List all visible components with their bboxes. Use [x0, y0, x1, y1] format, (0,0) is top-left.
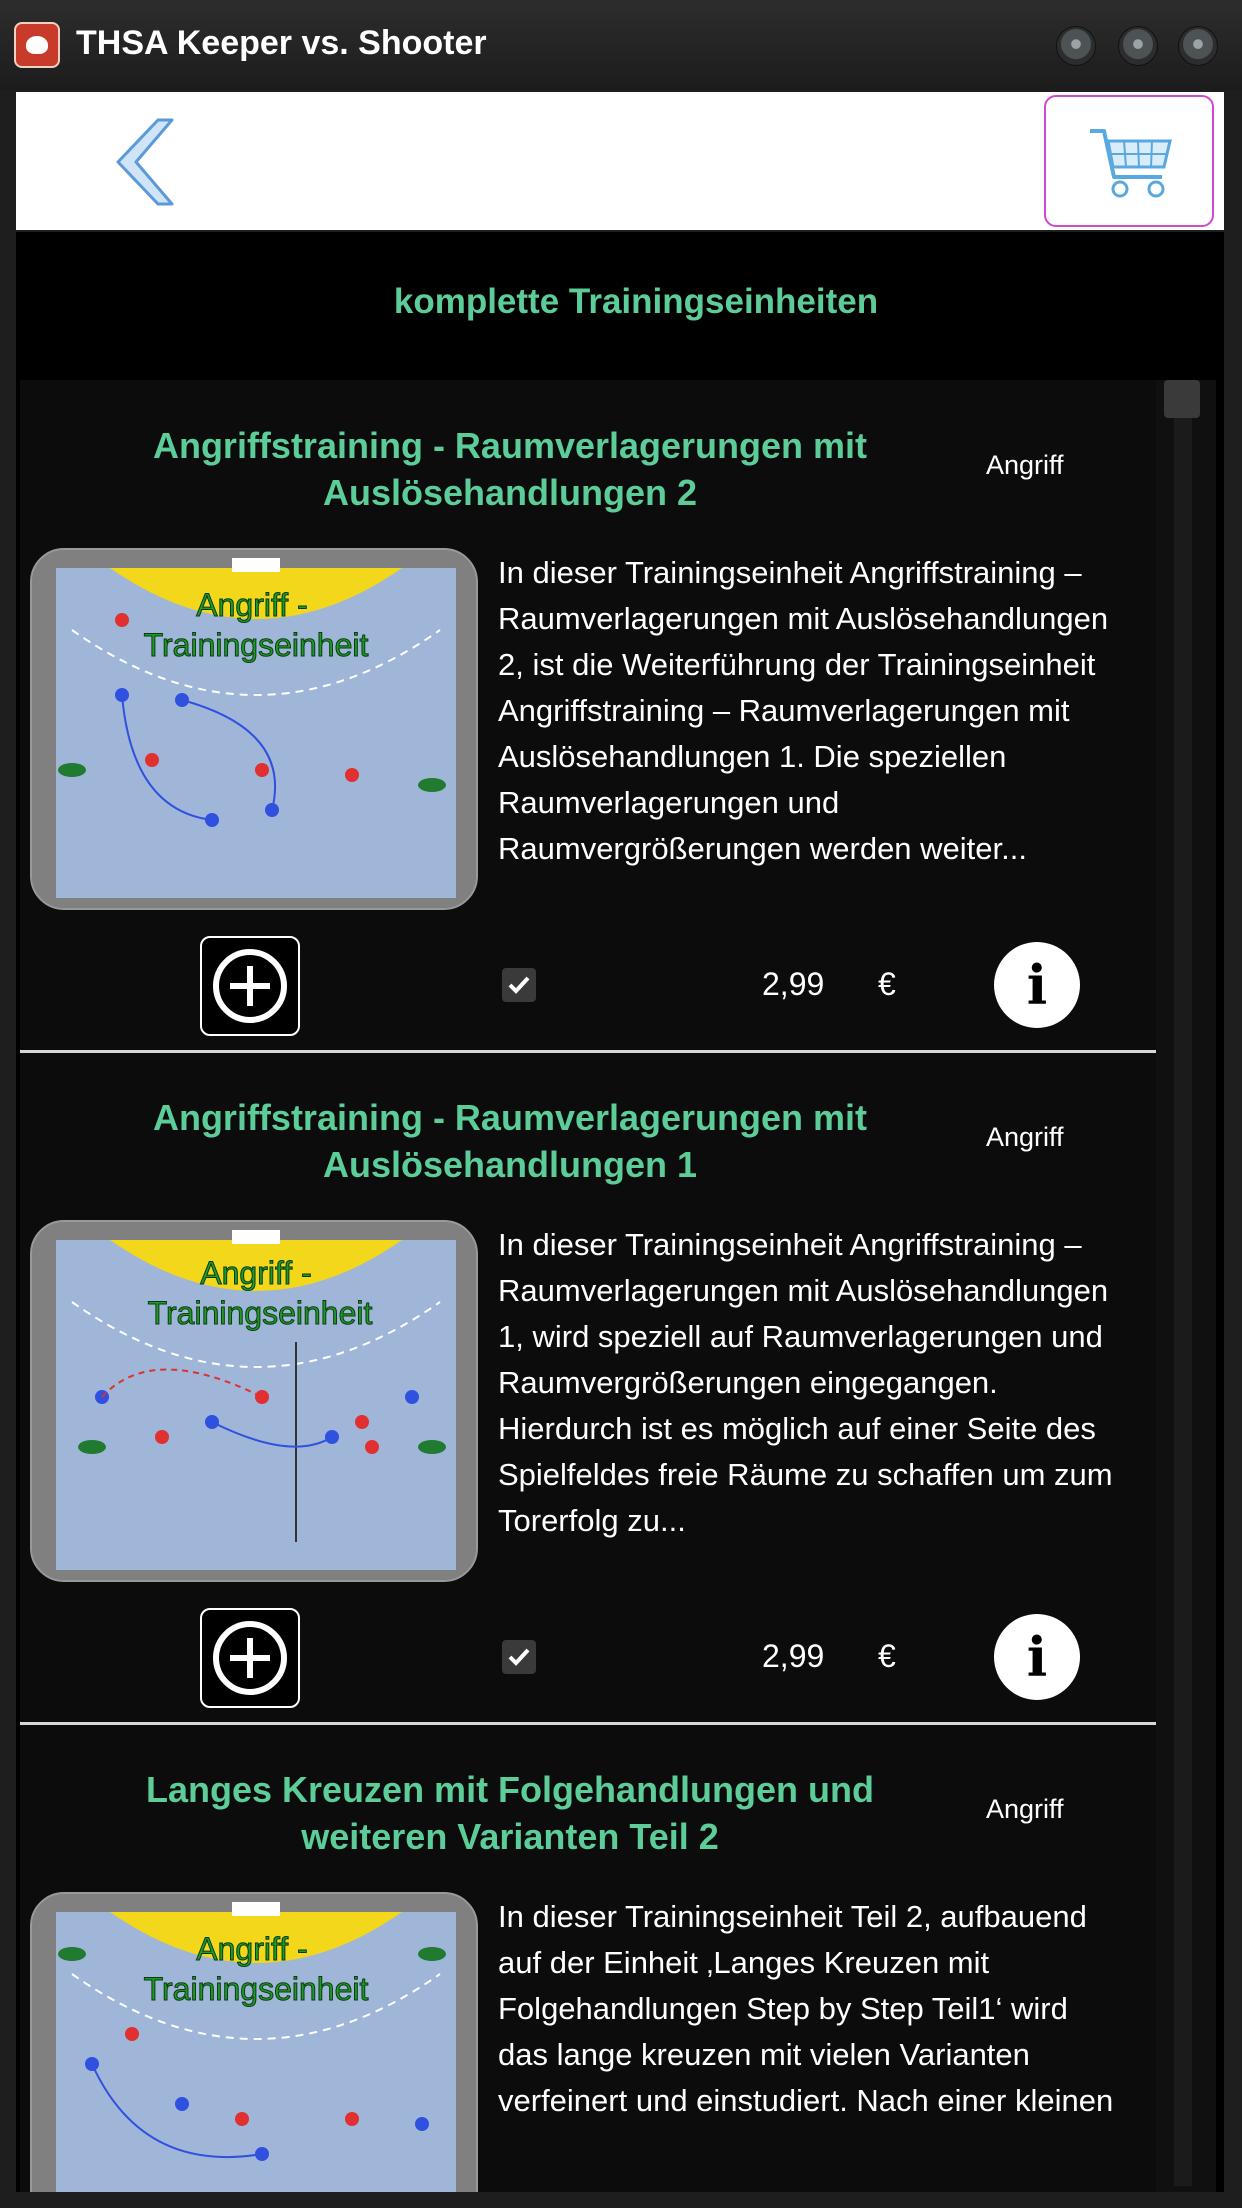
app-logo-icon	[14, 22, 60, 68]
page-heading: komplette Trainingseinheiten	[393, 282, 879, 321]
cart-button[interactable]	[1044, 95, 1214, 227]
list-item[interactable]	[20, 380, 1160, 1050]
window-title: THSA Keeper vs. Shooter	[76, 24, 487, 62]
chevron-left-icon	[96, 112, 196, 212]
item-description: In dieser Trainingseinheit Teil 2, aufbauend auf der Einheit ‚Langes Kreuzen mit Folgehandlungen Step by Step Teil1‘ wird das lange kreuzen mit vielen Varianten verfeinert und einstudiert. Nach einer kleinen	[498, 1899, 1114, 2118]
add-to-cart-button[interactable]	[200, 1608, 300, 1708]
maximize-button[interactable]	[1118, 26, 1158, 66]
scrollbar-thumb[interactable]	[1164, 380, 1200, 418]
add-to-cart-button[interactable]	[200, 936, 300, 1036]
list-item[interactable]	[20, 1724, 1160, 2192]
thumbnail-label: Angriff -	[196, 587, 308, 623]
info-button[interactable]	[994, 1614, 1080, 1700]
item-thumbnail[interactable]	[30, 1220, 478, 1582]
list-item[interactable]	[20, 1052, 1160, 1722]
item-checkbox[interactable]	[502, 968, 536, 1002]
checkmark-icon	[507, 1645, 531, 1669]
scrollbar-track[interactable]	[1174, 386, 1192, 2186]
plus-circle-icon	[210, 946, 290, 1026]
back-button[interactable]	[96, 112, 196, 212]
training-list[interactable]	[20, 380, 1160, 2192]
title-bar	[0, 0, 1242, 90]
thumbnail-label: Angriff -	[196, 1931, 308, 1967]
item-description: In dieser Trainingseinheit Angriffstraining – Raumverlagerungen mit Auslösehandlungen 2, ist die Weiterführung der Trainingseinheit Angriffstraining – Raumverlagerungen mit Auslösehandlungen 1. Die speziellen Raumverlagerungen und Raumvergrößerungen werden weiter...	[498, 555, 1109, 866]
item-checkbox[interactable]	[502, 1640, 536, 1674]
checkmark-icon	[507, 973, 531, 997]
item-category: Angriff	[986, 450, 1064, 480]
plus-circle-icon	[210, 1618, 290, 1698]
shopping-cart-icon	[1088, 123, 1174, 203]
info-button[interactable]	[994, 942, 1080, 1028]
item-thumbnail[interactable]	[30, 548, 478, 910]
item-currency: €	[878, 1638, 896, 1674]
thumbnail-label: Trainingseinheit	[143, 627, 369, 663]
content-area	[16, 232, 1224, 2192]
item-title: Langes Kreuzen mit Folgehandlungen und weiteren Varianten Teil 2	[145, 1769, 874, 1857]
item-category: Angriff	[986, 1122, 1064, 1152]
item-thumbnail[interactable]	[30, 1892, 478, 2192]
nav-bar	[16, 92, 1224, 230]
thumbnail-label: Angriff -	[200, 1255, 312, 1291]
close-button[interactable]	[1178, 26, 1218, 66]
thumbnail-label: Trainingseinheit	[143, 1971, 369, 2007]
item-title: Angriffstraining - Raumverlagerungen mit Auslösehandlungen 1	[152, 1097, 868, 1185]
item-price: 2,99	[762, 1638, 825, 1674]
item-title: Angriffstraining - Raumverlagerungen mit Auslösehandlungen 2	[152, 425, 868, 513]
item-currency: €	[878, 966, 896, 1002]
minimize-button[interactable]	[1056, 26, 1096, 66]
info-icon: i	[1026, 953, 1048, 1017]
vertical-scrollbar[interactable]	[1156, 380, 1216, 2192]
info-icon: i	[1026, 1625, 1048, 1689]
item-category: Angriff	[986, 1794, 1064, 1824]
item-description: In dieser Trainingseinheit Angriffstraining – Raumverlagerungen mit Auslösehandlungen 1, wird speziell auf Raumverlagerungen und Raumvergrößerungen eingegangen. Hierdurch ist es möglich auf einer Seite des Spielfeldes freie Räume zu schaffen um zum Torerfolg zu...	[498, 1227, 1113, 1538]
item-price: 2,99	[762, 966, 825, 1002]
thumbnail-label: Trainingseinheit	[147, 1295, 373, 1331]
